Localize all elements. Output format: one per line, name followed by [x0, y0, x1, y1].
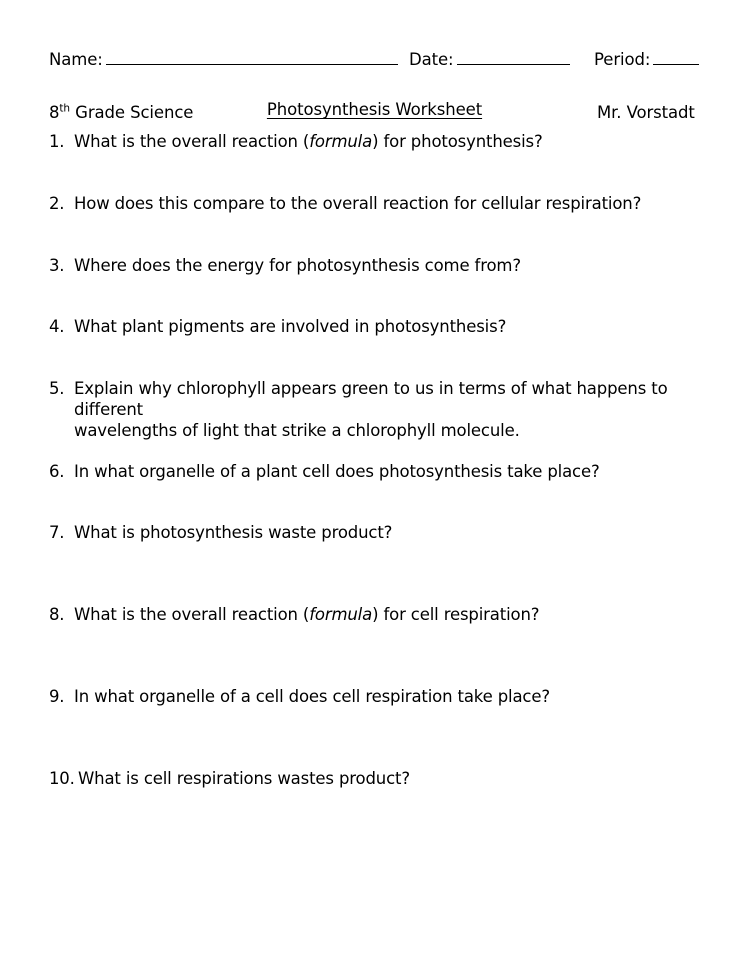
- name-blank-line[interactable]: [106, 49, 398, 65]
- question-text: What plant pigments are involved in photosynthesis?: [74, 317, 507, 336]
- question-text-part: ) for photosynthesis?: [372, 132, 543, 151]
- question-text: In what organelle of a plant cell does photosynthesis take place?: [74, 462, 600, 481]
- question-item-9: [49, 686, 709, 707]
- question-text-part: What is the overall reaction (: [74, 605, 310, 624]
- question-emphasis: formula: [309, 605, 373, 624]
- course-number: 8: [49, 103, 60, 122]
- question-number: 3.: [49, 256, 65, 275]
- question-text: Where does the energy for photosynthesis come from?: [74, 256, 521, 275]
- question-number: 2.: [49, 194, 65, 213]
- course-name: Grade Science: [69, 103, 194, 122]
- question-text: In what organelle of a cell does cell respiration take place?: [74, 687, 550, 706]
- page-title: Photosynthesis Worksheet: [266, 100, 483, 119]
- question-number: 7.: [49, 523, 65, 542]
- question-number: 10.: [49, 769, 75, 788]
- period-field[interactable]: [594, 48, 699, 72]
- question-text: What is cell respirations wastes product?: [78, 769, 410, 788]
- question-item-8: [49, 604, 709, 625]
- question-text-part: ) for cell respiration?: [372, 605, 540, 624]
- course-ordinal-suffix: th: [59, 102, 70, 115]
- name-label: Name:: [49, 50, 103, 69]
- teacher-name: Mr. Vorstadt: [597, 103, 695, 122]
- question-text: [74, 131, 709, 152]
- period-label: Period:: [594, 50, 651, 69]
- question-emphasis: formula: [309, 132, 373, 151]
- question-text-line: wavelengths of light that strike a chlorophyll molecule.: [74, 421, 520, 440]
- question-item-3: [49, 255, 709, 276]
- question-number: 8.: [49, 605, 65, 624]
- question-item-5: [49, 378, 709, 441]
- question-item-4: [49, 316, 709, 337]
- date-field[interactable]: [409, 48, 570, 72]
- question-item-2: [49, 193, 709, 214]
- name-field[interactable]: [49, 48, 398, 72]
- header-row-fields: [49, 48, 700, 74]
- question-text: [74, 604, 709, 625]
- question-number: 1.: [49, 132, 65, 151]
- question-text: How does this compare to the overall reaction for cellular respiration?: [74, 194, 642, 213]
- question-number: 9.: [49, 687, 65, 706]
- question-number: 5.: [49, 379, 65, 398]
- question-item-7: [49, 522, 709, 543]
- date-blank-line[interactable]: [457, 49, 570, 65]
- question-text-line: Explain why chlorophyll appears green to us in terms of what happens to different: [74, 379, 668, 419]
- question-text: What is photosynthesis waste product?: [74, 523, 393, 542]
- period-blank-line[interactable]: [653, 49, 699, 65]
- question-number: 4.: [49, 317, 65, 336]
- date-label: Date:: [409, 50, 454, 69]
- question-text: [74, 378, 709, 441]
- question-item-10: [49, 768, 709, 789]
- question-item-6: [49, 461, 709, 482]
- question-text-part: What is the overall reaction (: [74, 132, 310, 151]
- question-item-1: [49, 131, 709, 152]
- question-number: 6.: [49, 462, 65, 481]
- page-title-container: [0, 99, 749, 121]
